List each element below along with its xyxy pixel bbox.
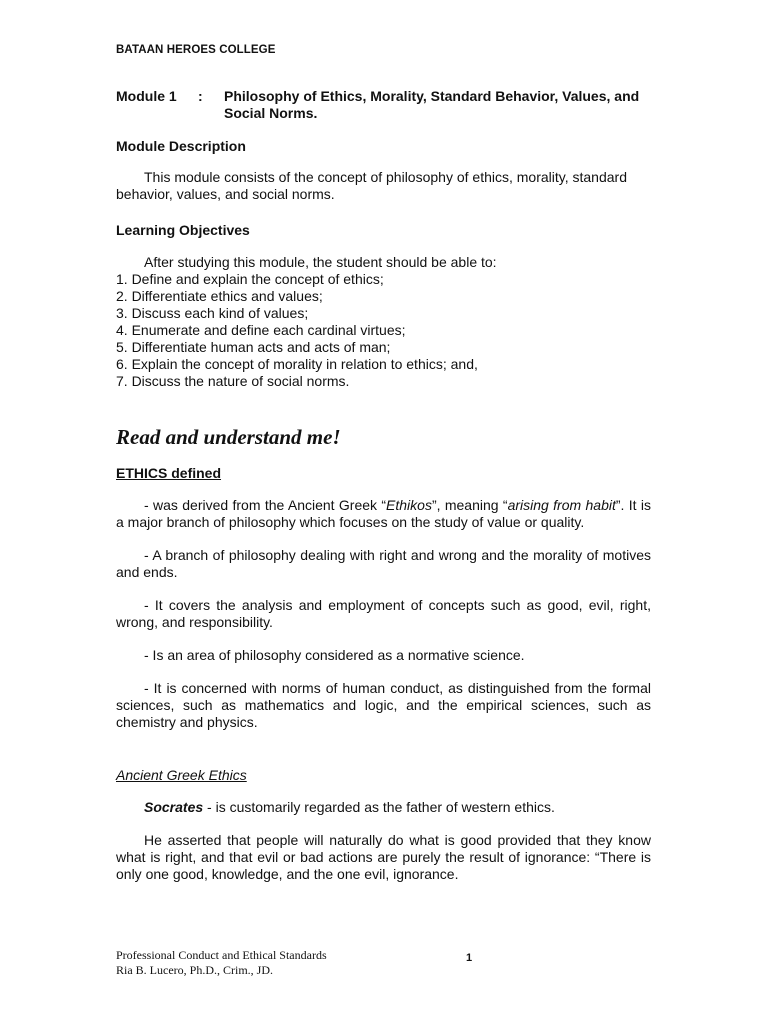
learning-objectives-heading: Learning Objectives (116, 222, 250, 238)
read-and-understand-heading: Read and understand me! (116, 425, 341, 449)
objective-item: 5. Differentiate human acts and acts of man; (116, 339, 391, 355)
module-description-text: This module consists of the concept of philosophy of ethics, morality, standard behavior, values, and social norms. (116, 169, 627, 202)
ethics-p1-text-a: - was derived from the Ancient Greek “ (144, 497, 387, 513)
objective-item: 4. Enumerate and define each cardinal virtues; (116, 322, 406, 338)
objective-item: 2. Differentiate ethics and values; (116, 288, 323, 304)
module-description-heading: Module Description (116, 138, 246, 154)
footer-course: Professional Conduct and Ethical Standards (116, 948, 327, 962)
ancient-greek-ethics-heading: Ancient Greek Ethics (116, 767, 247, 783)
socrates-paragraph (116, 799, 651, 816)
ethics-paragraph-3: - It covers the analysis and employment of concepts such as good, evil, right, wrong, and responsibility. (116, 597, 651, 630)
ethics-p1-text-e: ”. It is a major branch of philosophy which focuses on the study of value or quality. (116, 497, 651, 530)
objective-item: 6. Explain the concept of morality in relation to ethics; and, (116, 356, 478, 372)
footer-credits (116, 948, 327, 978)
ethics-p1-arising-from-habit: arising from habit (507, 497, 616, 513)
ethics-p1-ethikos: Ethikos (386, 497, 432, 513)
module-description-section (116, 138, 651, 203)
objective-item: 3. Discuss each kind of values; (116, 305, 309, 321)
ethics-defined-heading: ETHICS defined (116, 465, 222, 481)
objective-item: 1. Define and explain the concept of ethics; (116, 271, 384, 287)
page-number: 1 (466, 952, 473, 964)
socrates-assertion-paragraph: He asserted that people will naturally do what is good provided that they know what is right, and that evil or bad actions are purely the result of ignorance: “There is only one good, knowledge, and the one evil, ignorance. (116, 832, 651, 882)
institution-header: BATAAN HEROES COLLEGE (116, 44, 276, 56)
module-number: Module 1 (116, 88, 177, 104)
ethics-p1-text-c: ”, meaning “ (431, 497, 508, 513)
footer-author: Ria B. Lucero, Ph.D., Crim., JD. (116, 963, 273, 977)
ethics-paragraph-4: - Is an area of philosophy considered as a normative science. (144, 647, 525, 663)
ethics-defined-section (116, 465, 651, 731)
ethics-paragraph-2: - A branch of philosophy dealing with right and wrong and the morality of motives and ends. (116, 547, 651, 580)
learning-objectives-section (116, 222, 651, 390)
ethics-paragraph-1 (116, 497, 651, 531)
ethics-paragraph-5: - It is concerned with norms of human conduct, as distinguished from the formal sciences, such as mathematics and logic, and the empirical sciences, such as chemistry and physics. (116, 680, 651, 730)
socrates-text: - is customarily regarded as the father of western ethics. (203, 799, 555, 815)
module-title: Philosophy of Ethics, Morality, Standard Behavior, Values, and Social Norms. (224, 88, 640, 121)
objectives-list (116, 271, 651, 390)
module-colon: : (198, 88, 203, 104)
ancient-greek-ethics-section (116, 767, 651, 883)
learning-objectives-intro: After studying this module, the student should be able to: (144, 254, 497, 270)
objective-item: 7. Discuss the nature of social norms. (116, 373, 350, 389)
socrates-name: Socrates (144, 799, 204, 815)
